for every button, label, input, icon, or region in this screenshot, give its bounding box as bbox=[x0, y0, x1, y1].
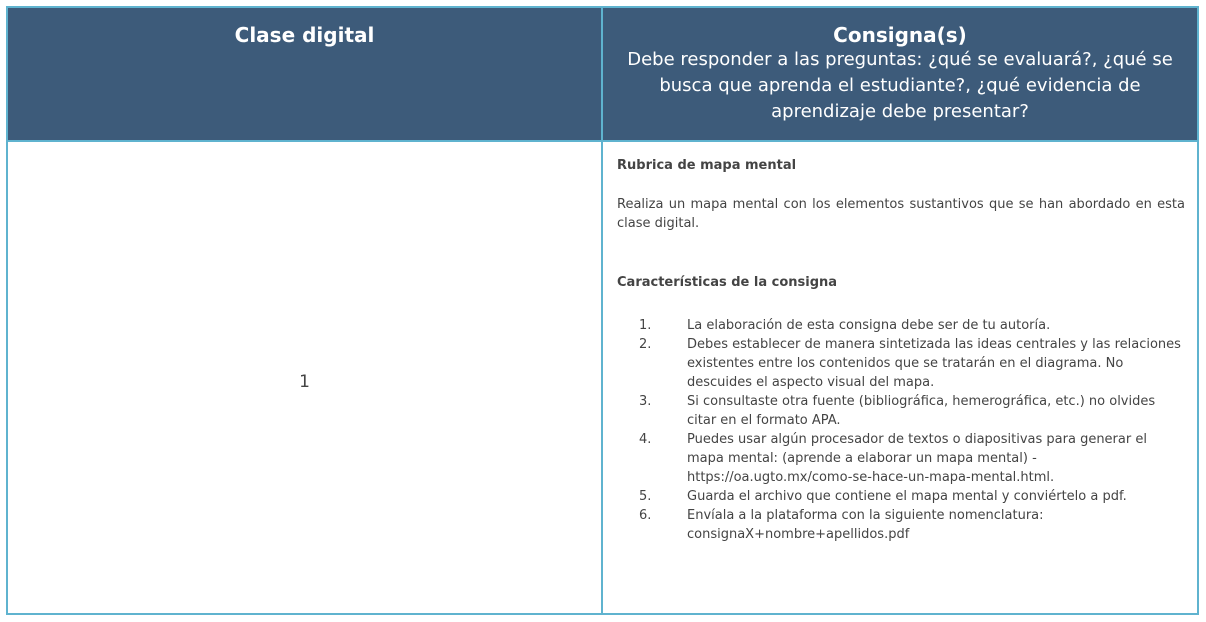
header-consignas-subtitle: Debe responder a las preguntas: ¿qué se evaluará?, ¿qué se busca que aprenda el estudiante?, ¿qué evidencia de aprendizaje debe presentar? bbox=[627, 49, 1173, 122]
header-consignas-title: Consigna(s) bbox=[833, 23, 967, 47]
list-item bbox=[617, 430, 1185, 487]
table-header-row bbox=[8, 8, 1197, 140]
step-text: Si consultaste otra fuente (bibliográfica, hemerográfica, etc.) no olvides citar en el formato APA. bbox=[687, 394, 1156, 428]
step-number: 6. bbox=[639, 508, 652, 523]
step-number: 5. bbox=[639, 489, 652, 504]
step-number: 3. bbox=[639, 394, 652, 409]
step-number: 4. bbox=[639, 432, 652, 447]
class-number: 1 bbox=[299, 371, 310, 392]
table-body-row bbox=[8, 140, 1197, 613]
step-text: Debes establecer de manera sintetizada las ideas centrales y las relaciones existentes entre los contenidos que se tratarán en el diagrama. No descuides el aspecto visual del mapa. bbox=[687, 337, 1181, 390]
step-text: Envíala a la plataforma con la siguiente nomenclatura: consignaX+nombre+apellidos.pdf bbox=[687, 508, 1044, 542]
list-item bbox=[617, 506, 1185, 544]
step-text: Guarda el archivo que contiene el mapa mental y conviértelo a pdf. bbox=[687, 489, 1127, 504]
step-number: 2. bbox=[639, 337, 652, 352]
list-item bbox=[617, 392, 1185, 430]
class-number-cell bbox=[8, 142, 603, 613]
step-text: La elaboración de esta consigna debe ser de tu autoría. bbox=[687, 318, 1051, 333]
list-item bbox=[617, 487, 1185, 506]
assignment-table bbox=[6, 6, 1199, 615]
features-heading: Características de la consigna bbox=[617, 275, 838, 290]
step-number: 1. bbox=[639, 318, 652, 333]
header-consignas bbox=[603, 8, 1197, 140]
step-text: Puedes usar algún procesador de textos o diapositivas para generar el mapa mental: (aprende a elaborar un mapa mental) - https://oa.ugto.mx/como-se-hace-un-mapa-mental.html. bbox=[687, 432, 1147, 485]
rubric-text: Realiza un mapa mental con los elementos sustantivos que se han abordado en esta clase digital. bbox=[617, 197, 1185, 231]
list-item bbox=[617, 335, 1185, 392]
consigna-cell bbox=[603, 142, 1197, 613]
list-item bbox=[617, 316, 1185, 335]
header-clase-digital: Clase digital bbox=[8, 8, 603, 140]
steps-list bbox=[617, 316, 1185, 544]
rubric-heading: Rubrica de mapa mental bbox=[617, 158, 797, 173]
